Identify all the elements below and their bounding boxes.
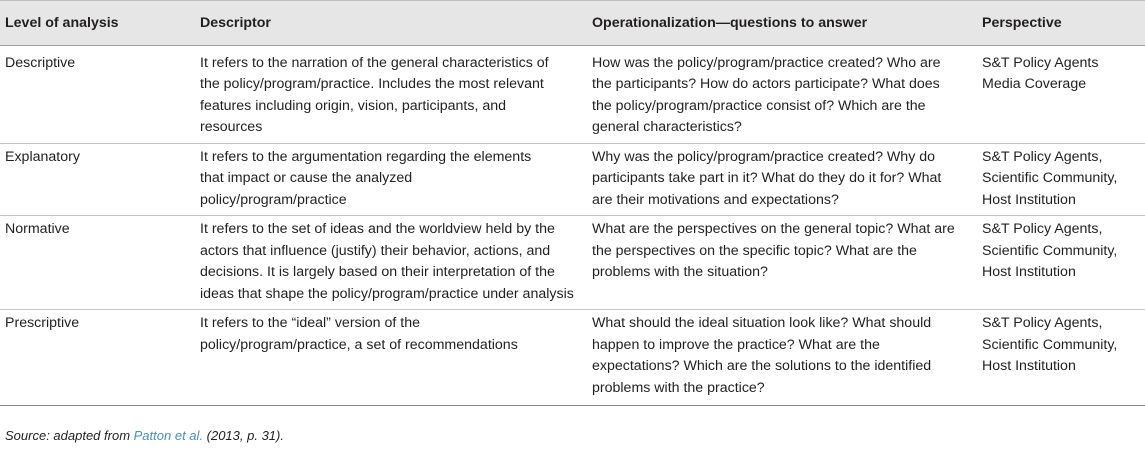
descriptor-cell [200,143,592,216]
descriptor-text: It refers to the narration of the general characteristics of the policy/program/practice. Includes the most relevant features including origin, vision, participants, and resources [200,54,549,135]
questions-text: What should the ideal situation look like? What should happen to improve the practice? What are the expectations? Which are the solutions to the identified problems with the practice? [592,315,932,396]
perspective-line: Host Institution [982,358,1076,374]
questions-cell [592,143,982,216]
questions-text: Why was the policy/program/practice created? Why do participants take part in it? What do they do it for? What are their motivations and expectations? [592,148,942,208]
perspective-line: Scientific Community, [982,242,1118,259]
questions-cell [592,45,982,143]
descriptor-cell [200,45,592,143]
perspective-line: S&T Policy Agents [982,54,1099,71]
table-row [0,45,1145,143]
perspective-line: S&T Policy Agents, [982,148,1103,165]
table-row [0,310,1145,406]
descriptor-text: It refers to the “ideal” version of the policy/program/practice, a set of recommendations [200,315,518,353]
descriptor-cell [200,310,592,406]
perspective-cell [982,143,1145,216]
perspective-line: Scientific Community, [982,170,1118,186]
questions-cell [592,216,982,310]
perspective-cell [982,310,1145,406]
perspective-line: Media Coverage [982,76,1087,92]
descriptor-text: It refers to the argumentation regarding the elements that impact or cause the analyzed policy/program/practice [200,148,532,208]
header-level: Level of analysis [0,1,200,46]
perspective-line: Host Institution [982,264,1076,280]
level-cell: Explanatory [0,143,200,216]
perspective-line: S&T Policy Agents, [982,315,1103,331]
descriptor-cell [200,216,592,310]
source-prefix: Source: adapted from [5,428,134,443]
header-perspective: Perspective [982,1,1145,46]
header-descriptor: Descriptor [200,1,592,46]
source-suffix: (2013, p. 31). [203,428,284,443]
header-row [0,1,1145,46]
questions-text: How was the policy/program/practice created? Who are the participants? How do actors participate? What does the policy/program/practice consist of? Which are the general characteristics? [592,54,941,135]
table-row [0,143,1145,216]
perspective-line: S&T Policy Agents, [982,221,1103,237]
perspective-line: Host Institution [982,191,1076,208]
perspective-cell [982,216,1145,310]
perspective-cell [982,45,1145,143]
level-cell: Descriptive [0,45,200,143]
level-cell: Prescriptive [0,310,200,406]
descriptor-text: It refers to the set of ideas and the worldview held by the actors that influence (justify) their behavior, actions, and decisions. It is largely based on their interpretation of the ideas that shape the policy/program/practice under analysis [200,221,574,302]
source-note [5,428,284,443]
header-operationalization: Operationalization—questions to answer [592,1,982,46]
source-citation-link[interactable]: Patton et al. [133,428,204,443]
questions-cell [592,310,982,406]
table-row [0,216,1145,310]
level-cell: Normative [0,216,200,310]
questions-text: What are the perspectives on the general topic? What are the perspectives on the specific topic? What are the problems with the situation? [592,221,955,280]
perspective-line: Scientific Community, [982,336,1118,353]
